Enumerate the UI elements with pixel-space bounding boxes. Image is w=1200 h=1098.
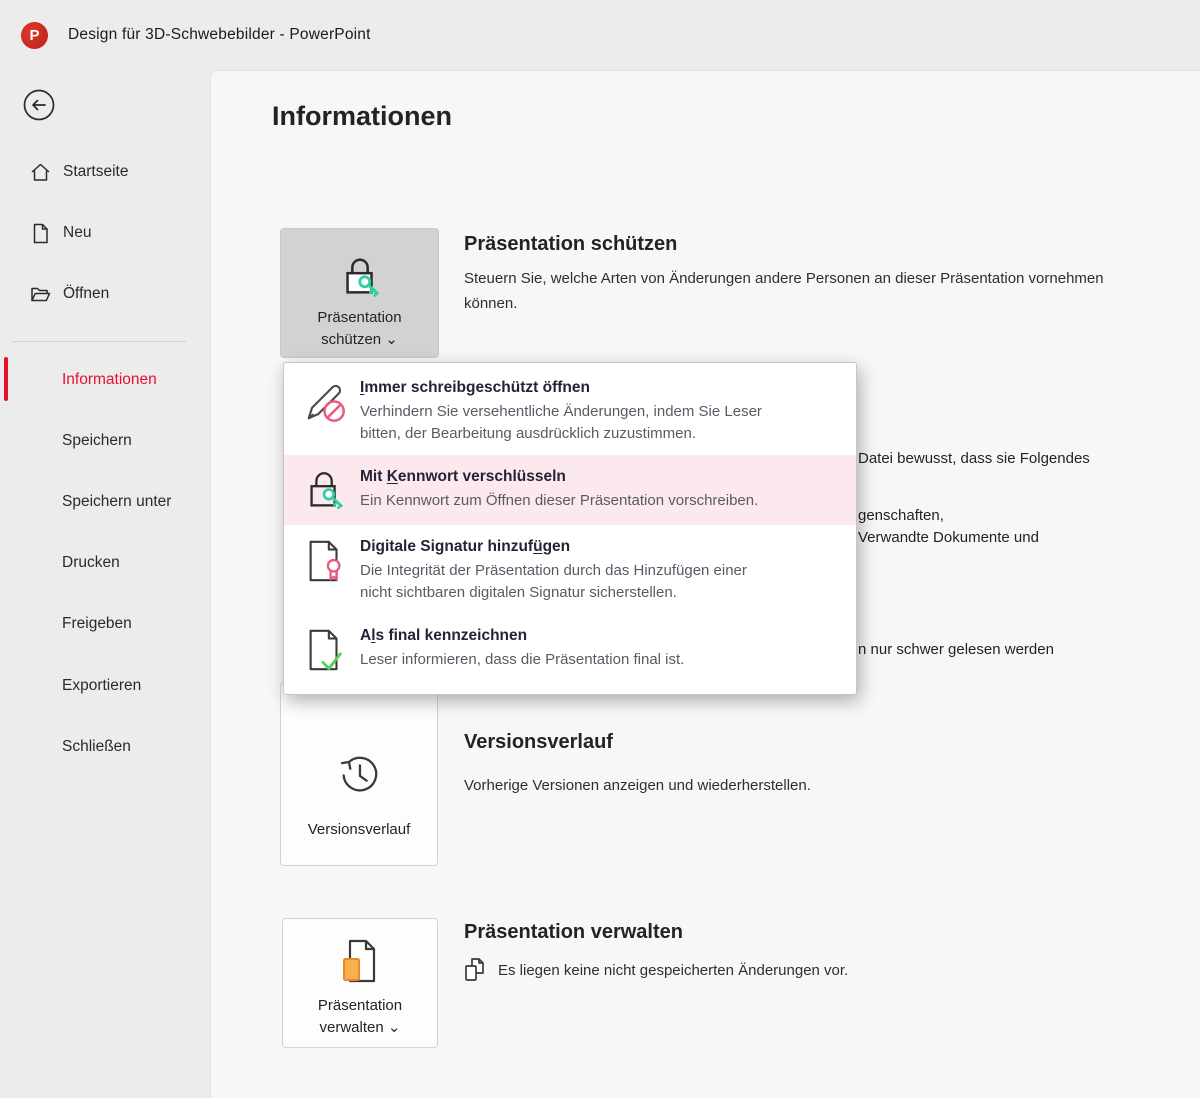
manage-section-heading: Präsentation verwalten (464, 921, 683, 943)
readonly-pencil-icon (302, 379, 348, 425)
protect-section-description: Steuern Sie, welche Arten von Änderungen andere Personen an dieser Präsentation vornehmen können. (464, 270, 1104, 312)
sidebar-divider (12, 341, 186, 342)
menu-item-title: Immer schreibgeschützt öffnen (360, 379, 590, 396)
menu-item-description: Die Integrität der Präsentation durch das Hinzufügen einer nicht sichtbaren digitalen Signatur sicherstellen. (360, 562, 747, 601)
menu-item-description: Verhindern Sie versehentliche Änderungen, indem Sie Leser bitten, der Bearbeitung ausdrücklich zuzustimmen. (360, 403, 762, 442)
occluded-text-fragment: n nur schwer gelesen werden (858, 641, 1054, 658)
protect-button-label-line1: Präsentation (317, 309, 402, 326)
menu-item-description: Ein Kennwort zum Öffnen dieser Präsentation vorschreiben. (360, 492, 759, 509)
page-title: Informationen (272, 101, 452, 131)
sidebar-item-informationen[interactable] (0, 360, 208, 400)
back-arrow-icon (23, 89, 55, 121)
digital-signature-document-icon (302, 538, 348, 584)
home-icon (30, 162, 51, 183)
sidebar-item-neu[interactable] (0, 213, 210, 253)
protect-presentation-button[interactable] (280, 228, 439, 358)
protect-section-heading: Präsentation schützen (464, 233, 678, 255)
sidebar-item-label: Speichern (62, 432, 132, 449)
manage-button-label-line1: Präsentation (317, 997, 403, 1014)
manage-presentation-button[interactable] (282, 918, 438, 1048)
new-document-icon (30, 223, 51, 244)
lock-key-icon (302, 468, 348, 514)
version-history-button-label: Versionsverlauf (307, 821, 411, 838)
document-pair-icon (464, 957, 486, 983)
menu-item-digitale-signatur-hinzufuegen[interactable] (284, 525, 856, 614)
menu-item-description: Leser informieren, dass die Präsentation final ist. (360, 651, 685, 668)
status-text: Es liegen keine nicht gespeicherten Änderungen vor. (498, 961, 849, 979)
protect-presentation-menu (283, 362, 857, 695)
sidebar-item-label: Startseite (63, 163, 129, 180)
unsaved-changes-status (464, 957, 848, 983)
sidebar-item-speichern[interactable] (0, 421, 208, 461)
sidebar-item-label: Drucken (62, 554, 120, 571)
protect-button-label-line2: schützen ⌄ (321, 331, 398, 348)
sidebar-item-label: Öffnen (63, 285, 110, 302)
window-title: Design für 3D-Schwebebilder - PowerPoint (68, 26, 371, 43)
version-history-clock-icon (336, 751, 382, 797)
occluded-text-fragment: genschaften, (858, 507, 944, 524)
sidebar-item-speichern-unter[interactable] (0, 482, 208, 522)
menu-item-immer-schreibgeschuetzt-oeffnen[interactable] (284, 366, 856, 455)
sidebar-item-freigeben[interactable] (0, 604, 208, 644)
sidebar-item-exportieren[interactable] (0, 666, 208, 706)
logo-letter: P (29, 27, 40, 44)
sidebar-item-startseite[interactable] (0, 152, 210, 192)
menu-item-mit-kennwort-verschluesseln[interactable] (284, 455, 856, 525)
sidebar-item-label: Speichern unter (62, 493, 172, 510)
menu-item-als-final-kennzeichnen[interactable] (284, 614, 856, 684)
version-history-heading: Versionsverlauf (464, 731, 613, 753)
occluded-text-fragment: Verwandte Dokumente und (858, 529, 1039, 546)
menu-item-title: Mit Kennwort verschlüsseln (360, 468, 566, 485)
menu-item-title: Digitale Signatur hinzufügen (360, 538, 571, 555)
version-history-button[interactable] (280, 682, 438, 866)
sidebar-item-label: Freigeben (62, 615, 132, 632)
sidebar-item-schliessen[interactable] (0, 727, 208, 767)
lock-key-icon (337, 253, 383, 301)
title-bar (0, 0, 1200, 70)
version-history-description: Vorherige Versionen anzeigen und wiederherstellen. (464, 777, 811, 794)
sidebar-item-label: Neu (63, 224, 92, 241)
sidebar-item-label: Exportieren (62, 677, 142, 694)
powerpoint-logo-icon (21, 22, 48, 49)
sidebar-item-label: Informationen (62, 371, 157, 388)
manage-button-label-line2: verwalten ⌄ (319, 1019, 401, 1036)
menu-item-title: Als final kennzeichnen (360, 627, 528, 644)
back-button[interactable] (23, 89, 55, 121)
sidebar-item-label: Schließen (62, 738, 131, 755)
sidebar-item-oeffnen[interactable] (0, 274, 210, 314)
open-folder-icon (30, 284, 51, 305)
sidebar-item-drucken[interactable] (0, 543, 208, 583)
mark-final-document-icon (302, 627, 348, 673)
manage-presentation-document-icon (338, 937, 382, 989)
occluded-text-fragment: Datei bewusst, dass sie Folgendes (858, 450, 1090, 467)
